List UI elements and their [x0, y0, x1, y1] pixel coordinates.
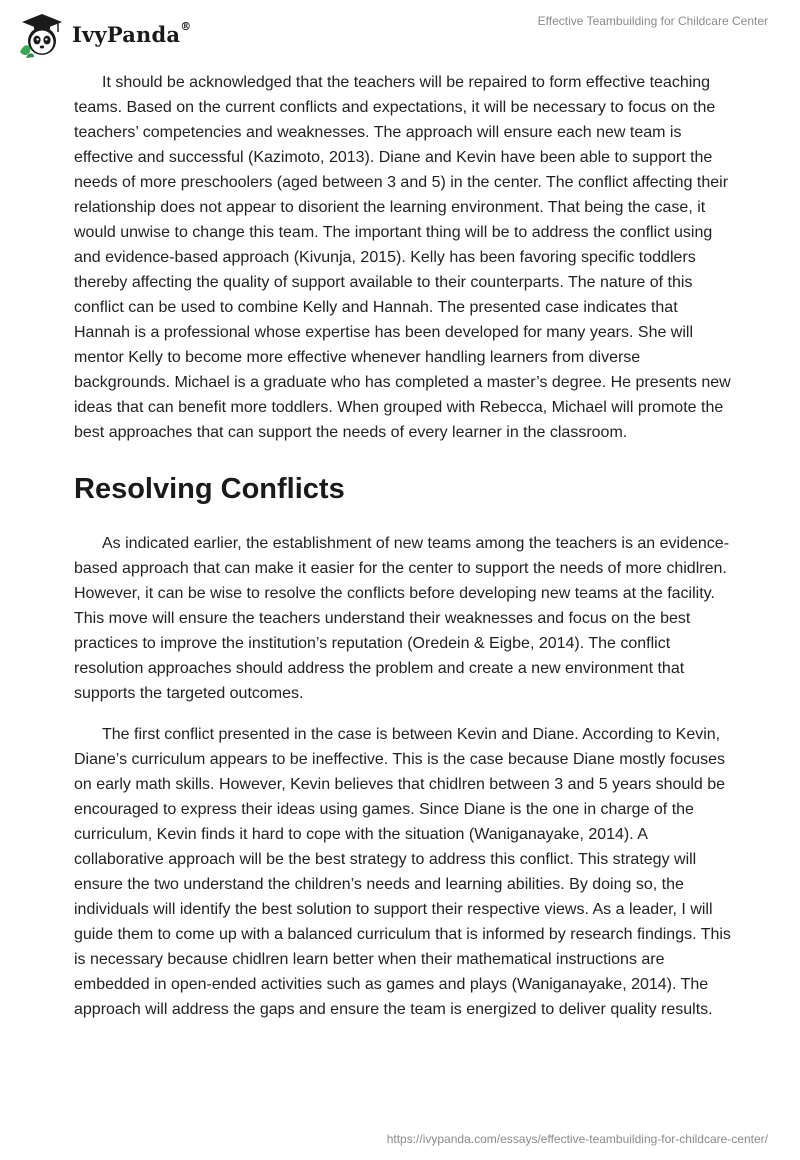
- body-paragraph-1: It should be acknowledged that the teachers will be repaired to form effective teaching teams. Based on the current conflicts and expectations, it will be necessary to focus on the teachers’ competencies and weaknesses. The approach will ensure each new team is effective and successful (Kazimoto, 2013). Diane and Kevin have been able to support the needs of more preschoolers (aged between 3 and 5) in the center. The conflict affecting their relationship does not appear to disorient the learning environment. That being the case, it would unwise to change this team. The important thing will be to address the conflict using and evidence-based approach (Kivunja, 2015). Kelly has been favoring specific toddlers thereby affecting the quality of support available to their counterparts. The nature of this conflict can be used to combine Kelly and Hannah. The presented case indicates that Hannah is a professional whose expertise has been developed for many years. She will mentor Kelly to become more effective whenever handling learners from diverse backgrounds. Michael is a graduate who has completed a master’s degree. He presents new ideas that can benefit more toddlers. When grouped with Rebecca, Michael will promote the best approaches that can support the needs of every learner in the classroom.: [74, 74, 731, 441]
- panda-logo-icon: [14, 8, 66, 60]
- page-header: [0, 0, 800, 70]
- document-title: Effective Teambuilding for Childcare Center: [537, 14, 768, 28]
- brand-name-text: IvyPanda: [72, 21, 181, 47]
- ivypanda-logo[interactable]: [14, 8, 191, 60]
- body-paragraph-2: As indicated earlier, the establishment of new teams among the teachers is an evidence-based approach that can make it easier for the center to support the needs of more chidlren. However, it can be wise to resolve the conflicts before developing new teams at the facility. This move will ensure the teachers understand their weaknesses and focus on the best practices to improve the institution’s reputation (Oredein & Eigbe, 2014). The conflict resolution approaches should address the problem and create a new environment that supports the targeted outcomes.: [74, 535, 730, 702]
- body-paragraph-3: The first conflict presented in the case is between Kevin and Diane. According to Kevin, Diane’s curriculum appears to be ineffective. This is the case because Diane mostly focuses on early math skills. However, Kevin believes that chidlren between 3 and 5 years should be encouraged to express their ideas using games. Since Diane is the one in charge of the curriculum, Kevin finds it hard to cope with the situation (Waniganayake, 2014). A collaborative approach will be the best strategy to address this conflict. This strategy will ensure the two understand the children’s needs and learning abilities. By doing so, the individuals will identify the best solution to support their respective views. As a leader, I will guide them to come up with a balanced curriculum that is informed by research findings. This is necessary because chidlren learn better when their mathematical instructions are embedded in open-ended activities such as games and plays (Waniganayake, 2014). The approach will address the gaps and ensure the team is energized to deliver quality results.: [74, 726, 731, 1018]
- brand-name: [72, 19, 192, 47]
- registered-mark: ®: [180, 19, 192, 33]
- footer-url-link[interactable]: https://ivypanda.com/essays/effective-teambuilding-for-childcare-center/: [386, 1132, 768, 1146]
- section-heading: Resolving Conflicts: [74, 473, 345, 505]
- essay-content: [74, 70, 734, 1022]
